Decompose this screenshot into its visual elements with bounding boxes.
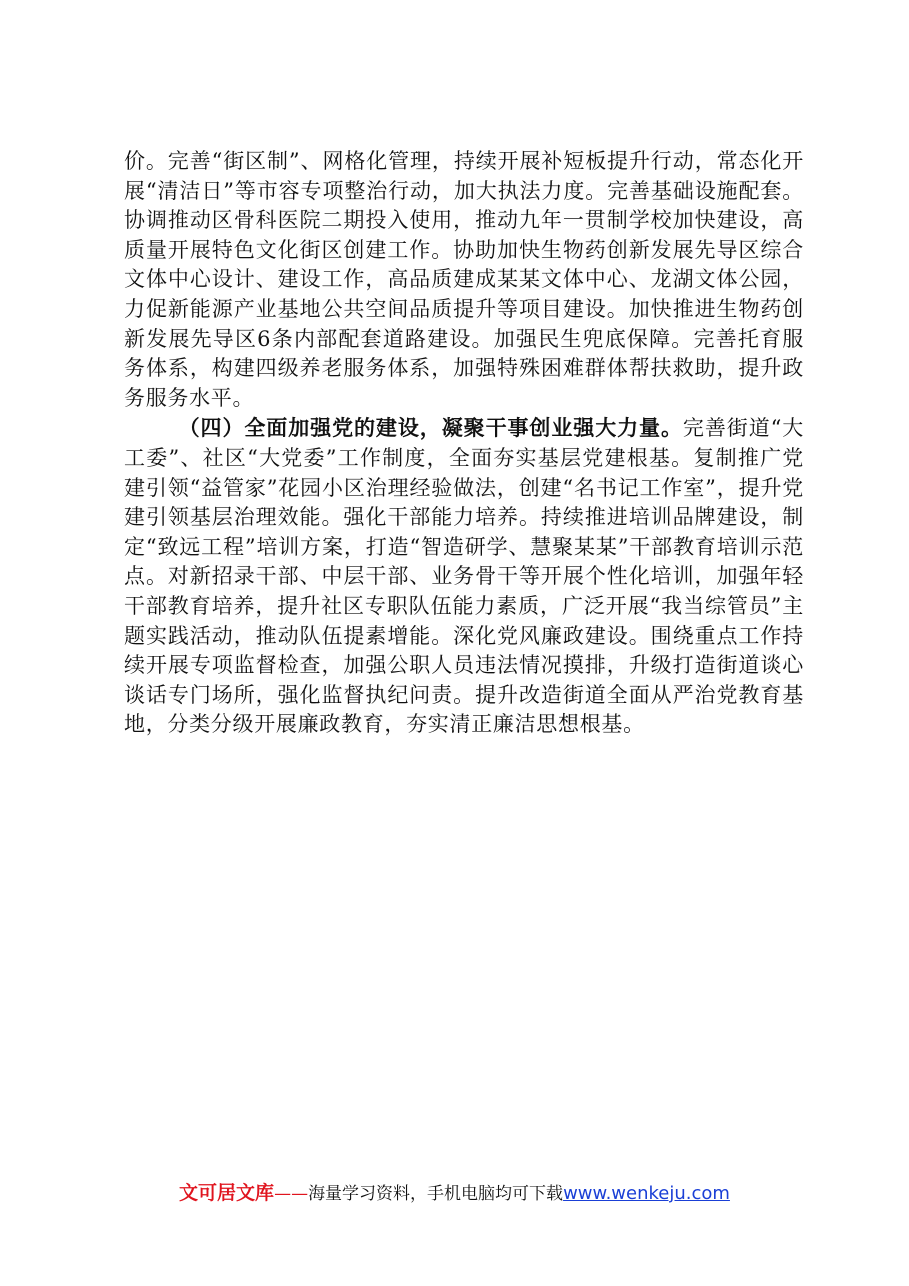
section-heading-4: （四）全面加强党的建设，凝聚干事创业强大力量。 — [178, 415, 683, 441]
footer-banner — [0, 1180, 909, 1207]
footer-dash: —— — [274, 1184, 309, 1204]
footer-tagline: 海量学习资料，手机电脑均可下载 — [308, 1184, 564, 1204]
paragraph-1: 价。完善“街区制”、网格化管理，持续开展补短板提升行动，常态化开展“清洁日”等市容专项整治行动，加大执法力度。完善基础设施配套。协调推动区骨科医院二期投入使用，推动九年一贯制学校加快建设，高质量开展特色文化街区创建工作。协助加快生物药创新发展先导区综合文体中心设计、建设工作，高品质建成某某文体中心、龙湖文体公园，力促新能源产业基地公共空间品质提升等项目建设。加快推进生物药创新发展先导区6条内部配套道路建设。加强民生兜底保障。完善托育服务体系，构建四级养老服务体系，加强特殊困难群体帮扶救助，提升政务服务水平。 — [124, 149, 804, 410]
paragraph-2 — [124, 413, 804, 740]
document-body — [124, 147, 804, 740]
footer-site-link[interactable]: www.wenkeju.com — [563, 1183, 730, 1204]
footer-brand: 文可居文库 — [179, 1182, 275, 1204]
paragraph-2-body: 完善街道“大工委”、社区“大党委”工作制度，全面夯实基层党建根基。复制推广党建引领“益管家”花园小区治理经验做法，创建“名书记工作室”，提升党建引领基层治理效能。强化干部能力培养。持续推进培训品牌建设，制定“致远工程”培训方案，打造“智造研学、慧聚某某”干部教育培训示范点。对新招录干部、中层干部、业务骨干等开展个性化培训，加强年轻干部教育培养，提升社区专职队伍能力素质，广泛开展“我当综管员”主题实践活动，推动队伍提素增能。深化党风廉政建设。围绕重点工作持续开展专项监督检查，加强公职人员违法情况摸排，升级打造街道谈心谈话专门场所，强化监督执纪问责。提升改造街道全面从严治党教育基地，分类分级开展廉政教育，夯实清正廉洁思想根基。 — [124, 416, 804, 737]
